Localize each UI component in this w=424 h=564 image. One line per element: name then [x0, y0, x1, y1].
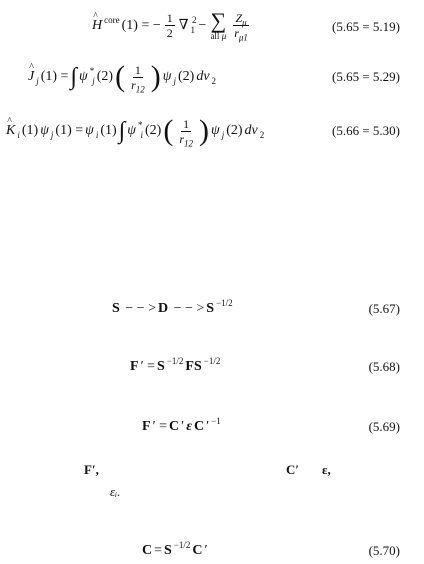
equation-fprime-expression: F ′ = S $^{-1/2}$ FS $^{-1/2}$: [130, 356, 221, 374]
equation-exchange-expression: ^ K $_i$ (1) ψ $_j$ (1) = ψ $_i$ (1) ∫ ψ * $_i$ (2) ( $\frac{1}{r_{12}}$ ) ψ $_j$ (2) dv $_2$: [6, 116, 264, 146]
fragment-epsilon: ε,: [322, 462, 331, 477]
equation-fprime-diag-expression: F ′ = C ′ ε C ′ $^{-1}$: [142, 416, 221, 434]
equation-s-to-d-expression: S − − > D − − > S $^{-1/2}$: [112, 298, 233, 316]
equation-c-transform-expression: C = S $^{-1/2}$ C ′: [142, 540, 208, 558]
fragment-fprime: F′,: [84, 462, 99, 477]
equation-number: (5.70): [368, 543, 400, 558]
fragment-epsilon-i: εᵢ.: [110, 484, 121, 499]
equation-number: (5.65 = 5.29): [332, 69, 400, 84]
equation-number: (5.65 = 5.19): [332, 19, 400, 34]
equation-number: (5.68): [368, 359, 400, 374]
equation-coulomb-expression: ^ J $_j$ (1) = ∫ ψ * $_j$ (2) ( $\frac{1}{r_{12}}$ ) ψ $_j$ (2) dv $_2$: [28, 62, 216, 92]
equation-hcore-expression: ^ H $^{core}$ (1) = − $\frac{1}{2}$ ∇ $_1$ $^2$ − ∑ all μ $\frac{Z_\mu}{r_{\mu 1}}$: [92, 10, 252, 41]
fragment-cprime: C′: [286, 462, 300, 477]
equation-number: (5.67): [368, 301, 400, 316]
equation-number: (5.66 = 5.30): [332, 123, 400, 138]
equation-number: (5.69): [368, 419, 400, 434]
